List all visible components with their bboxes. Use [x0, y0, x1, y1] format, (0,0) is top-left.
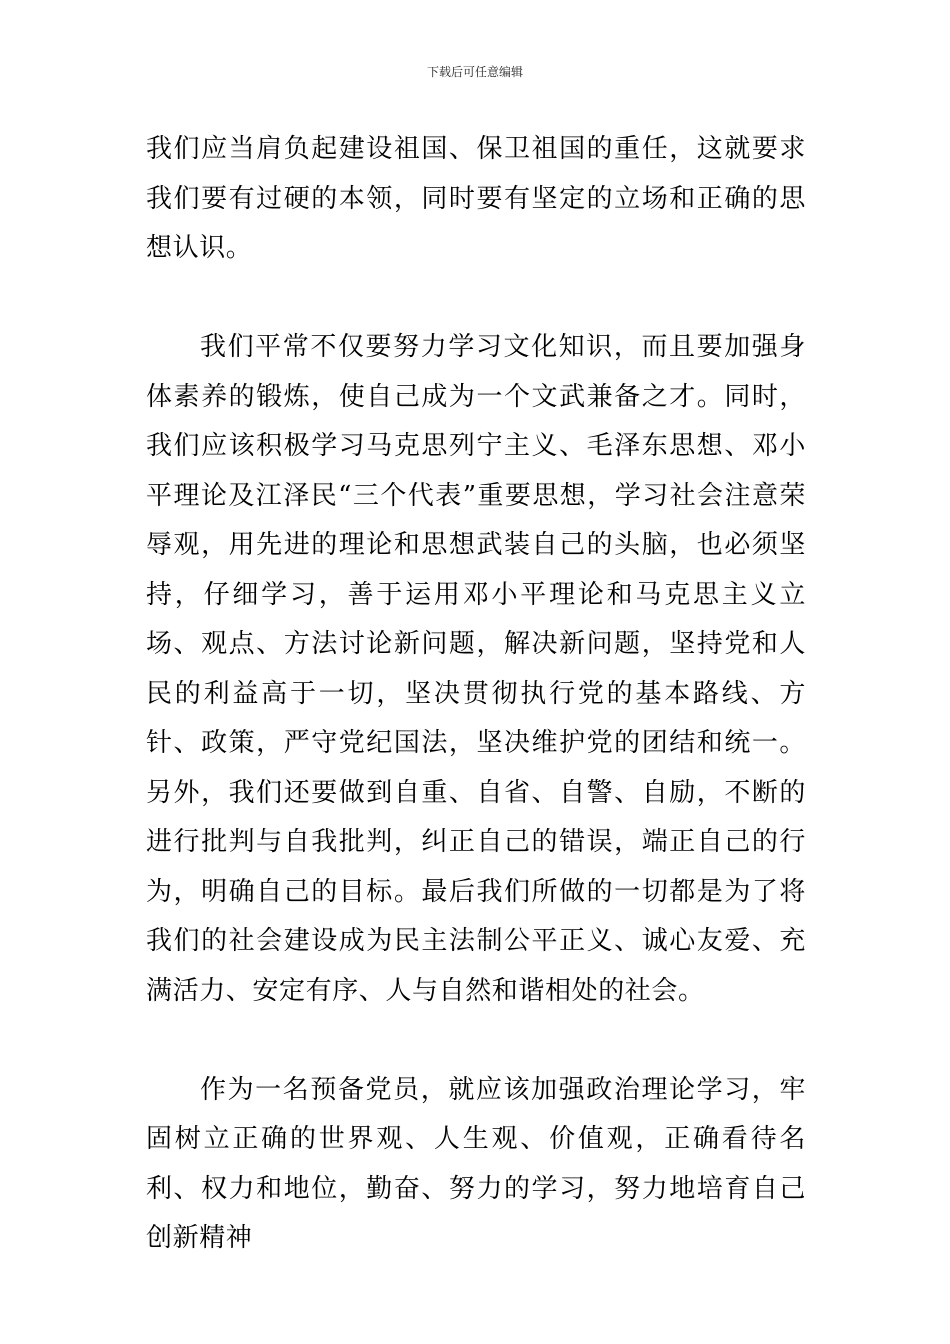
paragraph-spacer — [146, 1016, 806, 1066]
paragraph-3: 作为一名预备党员，就应该加强政治理论学习，牢固树立正确的世界观、人生观、价值观，正确看待名利、权力和地位，勤奋、努力的学习，努力地培育自己创新精神 — [146, 1074, 806, 1253]
paragraph-2: 我们平常不仅要努力学习文化知识，而且要加强身体素养的锻炼，使自己成为一个文武兼备之才。同时，我们应该积极学习马克思列宁主义、毛泽东思想、邓小平理论及江泽民“三个代表”重要思想，学习社会注意荣辱观，用先进的理论和思想武装自己的头脑，也必须坚持，仔细学习，善于运用邓小平理论和马克思主义立场、观点、方法讨论新问题，解决新问题，坚持党和人民的利益高于一切，坚决贯彻执行党的基本路线、方针、政策，严守党纪国法，坚决维护党的团结和统一。另外，我们还要做到自重、自省、自警、自励，不断的进行批判与自我批判，纠正自己的错误，端正自己的行为，明确自己的目标。最后我们所做的一切都是为了将我们的社会建设成为民主法制公平正义、诚心友爱、充满活力、安定有序、人与自然和谐相处的社会。 — [146, 332, 806, 1006]
page-header: 下载后可任意编辑 — [426, 65, 523, 79]
paragraph-spacer — [146, 274, 806, 324]
paragraph-1: 我们应当肩负起建设祖国、保卫祖国的重任，这就要求我们要有过硬的本领，同时要有坚定的立场和正确的思想认识。 — [146, 134, 806, 263]
document-body — [146, 125, 806, 1264]
